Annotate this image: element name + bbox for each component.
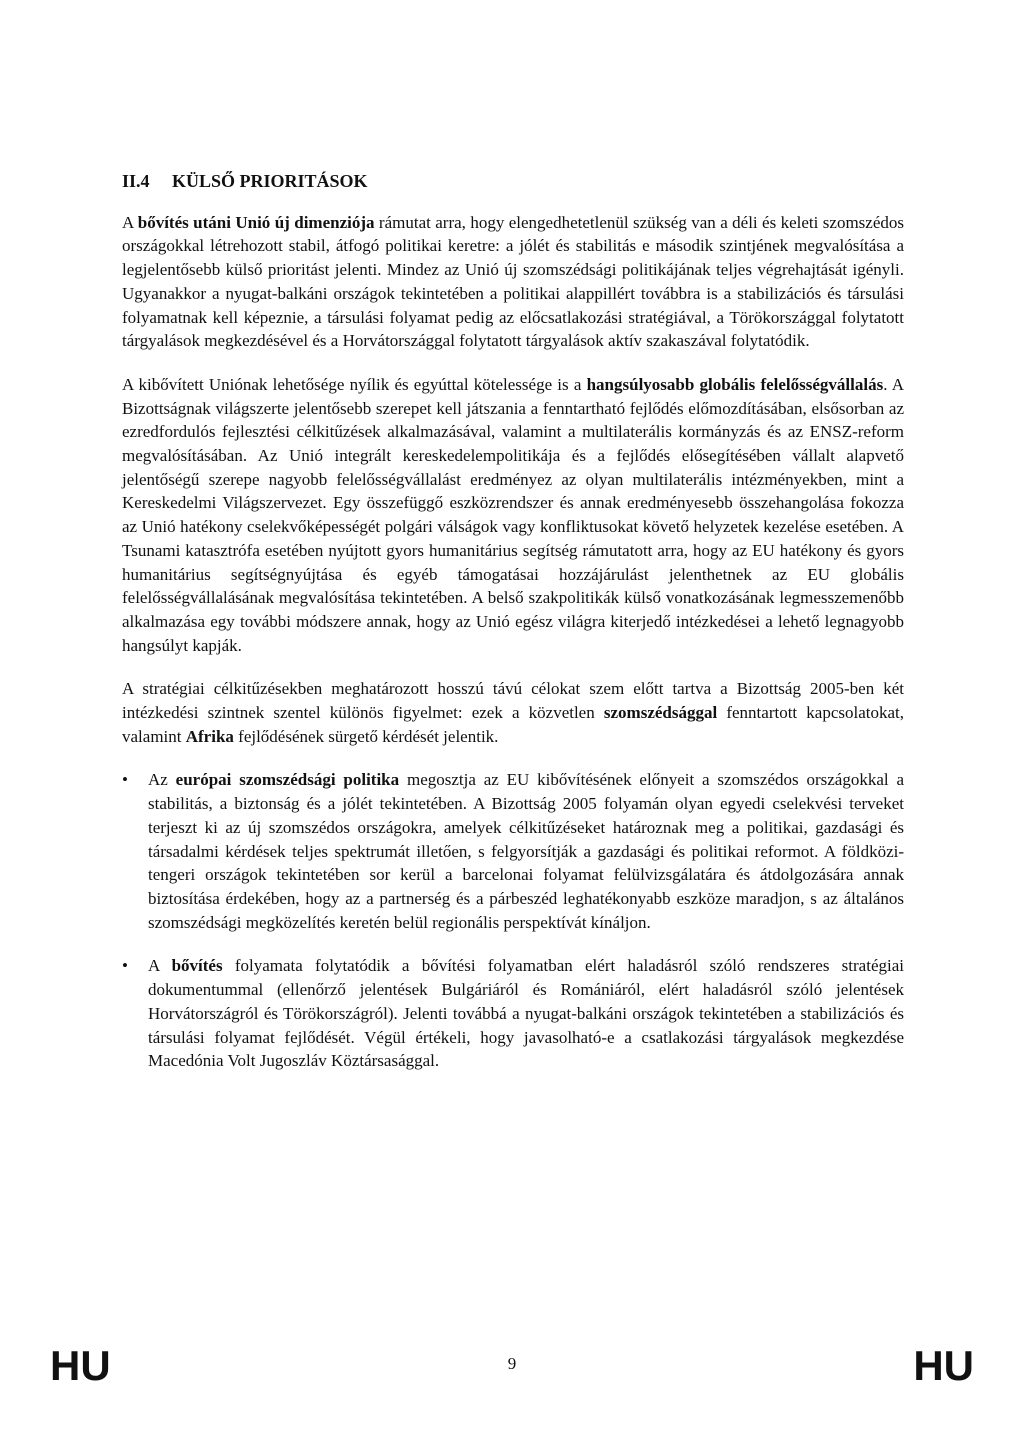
- bold-text: szomszédsággal: [603, 703, 718, 723]
- bullet-icon: •: [122, 770, 128, 790]
- section-title: KÜLSŐ PRIORITÁSOK: [172, 171, 368, 191]
- bold-text: bővítés: [171, 956, 223, 976]
- paragraphs: [122, 211, 904, 749]
- page-number: 9: [507, 1354, 517, 1373]
- bullet-item: [122, 768, 904, 934]
- paragraph: [122, 211, 904, 353]
- text-run: fejlődésének sürgető kérdését jelentik.: [233, 726, 499, 746]
- bold-text: európai szomszédsági politika: [175, 770, 400, 790]
- language-code-right: HU: [913, 1342, 974, 1389]
- text-run: A stratégiai célkitűzésekben meghatározott hosszú távú célokat szem előtt tartva a Bizottság 2005-ben két intézkedési szintnek szentel különös figyelmet: ezek a közvetlen: [122, 679, 904, 723]
- section-heading: [122, 170, 904, 194]
- bullet-item: [122, 954, 904, 1073]
- text-run: . A Bizottságnak világszerte jelentősebb szerepet kell játszania a fenntartható fejlődés előmozdításában, elsősorban az ezredfordulós fejlesztési célkitűzések alkalmazásával, valamint a multilaterális kormányzás és az ENSZ-reform megvalósításában. Az Unió integrált kereskedelempolitikája és a fejlődés elősegítésében vállalt alapvető jelentőségű szerepe nagyobb felelősségvállalást eredményez az olyan multilaterális intézményekben, mint a Kereskedelmi Világszervezet. Egy összefüggő eszközrendszer és annak eredményesebb összehangolása fokozza az Unió hatékony cselekvőképességét polgári válságok vagy konfliktusokat követő helyzetek kezelése esetében. A Tsunami katasztrófa esetében nyújtott gyors humanitárius segítség rámutatott arra, hogy az EU hatékony és gyors humanitárius segítségnyújtása és egyéb támogatásai hozzájárulást jelenthetnek az EU globális felelősségvállalásának megvalósítása tekintetében. A belső szakpolitikák külső vonatkozásának legmesszemenőbb alkalmazása egy további módszere annak, hogy az Unió egész világra kiterjedő intézkedései a lehető legnagyobb hangsúlyt kapják.: [122, 374, 905, 655]
- paragraph: [122, 373, 904, 657]
- bold-text: hangsúlyosabb globális felelősségvállalás: [586, 374, 884, 394]
- bold-text: Afrika: [185, 726, 234, 746]
- document-body: [122, 170, 904, 1093]
- text-run: fenntartott kapcsolatokat, valamint: [122, 703, 904, 746]
- text-run: folyamata folytatódik a bővítési folyamatban elért haladásról szóló rendszeres stratégiai dokumentummal (ellenőrző jelentések Bulgáriáról és Romániáról, elért haladásról szóló jelentések Horvátországról és Törökországról). Jelenti továbbá a nyugat-balkáni országok tekintetében a stabilizációs és társulási folyamat fejlődését. Végül értékeli, hogy javasolható-e a csatlakozási tárgyalások megkezdése Macedónia Volt Jugoszláv Köztársasággal.: [148, 956, 904, 1071]
- bold-text: bővítés utáni Unió új dimenziója: [137, 212, 375, 232]
- bullet-list: [122, 768, 904, 1072]
- paragraph: [122, 677, 904, 748]
- text-run: megosztja az EU kibővítésének előnyeit a szomszédos országokkal a stabilitás, a biztonság és a jólét tekintetében. A Bizottság 2005 folyamán olyan egyedi cselekvési terveket terjeszt ki az új szomszédos országokra, amelyek célkitűzéseket határoznak meg a politikai, gazdasági és társadalmi kérdések teljes spektrumát illetően, s felgyorsítják a gazdasági és politikai reformot. A földközi-tengeri országok tekintetében sor kerül a barcelonai folyamat felülvizsgálatára és átdolgozására annak biztosítása érdekében, hogy az a partnerség és a párbeszéd leghatékonyabb eszköze maradjon, s az általános szomszédsági megközelítés keretén belül regionális perspektívát kínáljon.: [148, 770, 904, 932]
- language-code-left: HU: [50, 1342, 111, 1389]
- text-run: Az: [148, 770, 176, 790]
- text-run: A kibővített Uniónak lehetősége nyílik és egyúttal kötelessége is a: [122, 374, 587, 394]
- text-run: A: [148, 956, 172, 976]
- text-run: rámutat arra, hogy elengedhetetlenül szükség van a déli és keleti szomszédos országokkal létrehozott stabil, átfogó politikai keretre: a jólét és stabilitás e második szintjének megvalósítása a legjelentősebb külső prioritást jelenti. Mindez az Unió új szomszédsági politikájának teljes végrehajtását igényli. Ugyanakkor a nyugat-balkáni országok tekintetében a politikai alappillért továbbra is a stabilizációs és társulási folyamatnak kell képeznie, a társulási folyamat pedig az előcsatlakozási stratégiával, a Törökországgal folytatott tárgyalások megkezdésével és a Horvátországgal folytatott tárgyalások aktív szakaszával folytatódik.: [122, 212, 904, 351]
- bullet-icon: •: [122, 956, 128, 976]
- text-run: A: [122, 212, 138, 232]
- page-footer: [0, 1336, 1024, 1396]
- section-number: II.4: [122, 171, 150, 191]
